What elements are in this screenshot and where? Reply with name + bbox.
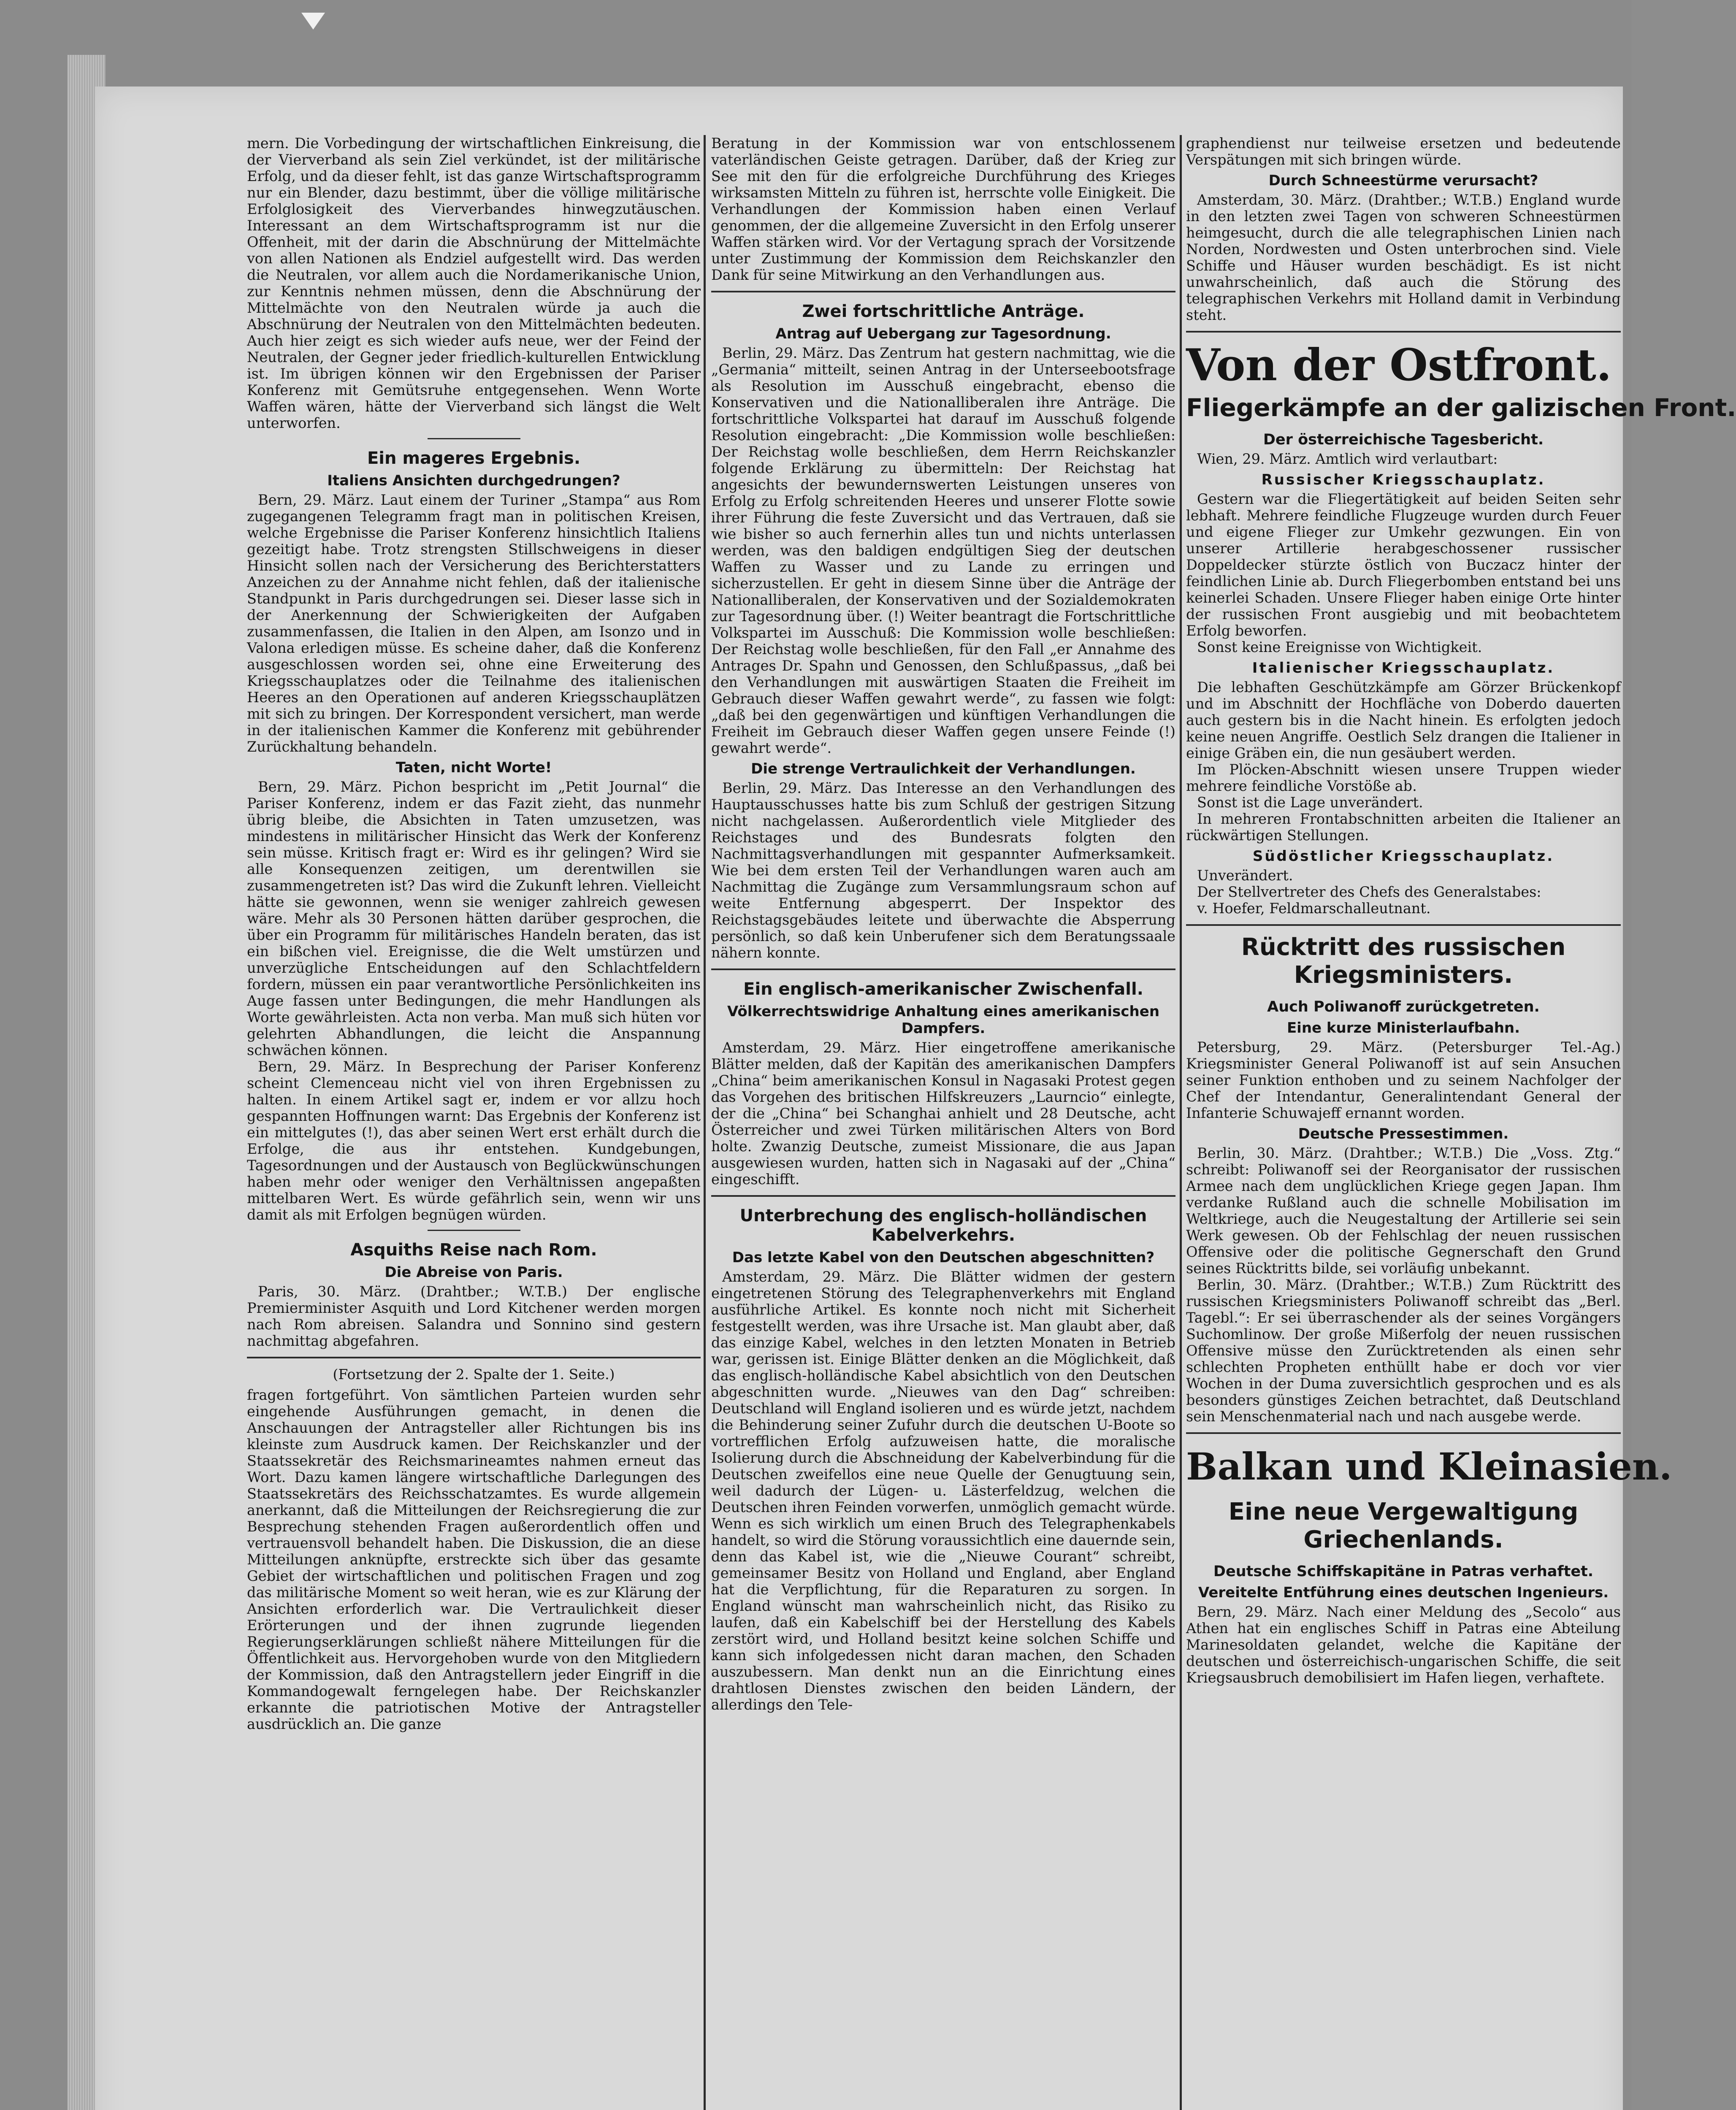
subheadline: Auch Poliwanoff zurückgetreten. [1267, 998, 1540, 1015]
article-text: Gestern war die Fliegertätigkeit auf beiden Seiten sehr lebhaft. Mehrere feindliche Flugzeuge wurden durch Feuer und eigene Flieger zur Umkehr gezwungen. Ein von unserer Artillerie herabgeschossener russischer Doppeldecker stürzte östlich von Buczacz hinter der feindlichen Linie ab. Durch Fliegerbomben entstand bei uns keinerlei Schaden. Unsere Flieger haben einige Orte hinter der russischen Front ausgiebig und mit beobachtetem Erfolg beworfen. [1186, 491, 1621, 639]
article-text: mern. Die Vorbedingung der wirtschaftlichen Einkreisung, die der Vierverband als sein Ziel verkündet, ist der militärische Erfolg, und da dieser fehlt, ist das ganze Wirtschaftsprogramm nur ein Blender, dazu bestimmt, über die völlige militärische Erfolglosigkeit des Vierverbandes hinwegzutäuschen. Interessant an dem Wirtschaftsprogramm ist nur die Offenheit, mit der darin die Abschnürung der Mittelmächte von allen Nationen als Endziel aufgestellt wird. Das werden die Neutralen, vor allem auch die Nordamerikanische Union, zur Kenntnis nehmen müssen, denn die Abschnürung der Mittelmächte von den Neutralen würde ja auch die Abschnürung der Neutralen von den Mittelmächten bedeuten. Auch hier zeigt es sich wieder aufs neue, wer der Feind der Neutralen, der Gegner jeder friedlich-kulturellen Entwicklung ist. Im übrigen können wir den Ergebnissen der Pariser Konferenz mit Gemütsruhe entgegensehen. Wenn Worte Waffen wären, hätte der Vierverband sich längst die Welt unterworfen. [247, 135, 701, 431]
article-text: Berlin, 29. März. Das Zentrum hat gestern nachmittag, wie die „Germania“ mitteilt, seinen Antrag in der Unterseebootsfrage als Resolution im Ausschuß eingebracht, ebenso die Konservativen und die Nationalliberalen ihre Anträge. Die fortschrittliche Volkspartei hat darauf im Ausschuß folgende Resolution eingebracht: „Die Kommission wolle beschließen: Der Reichstag wolle beschließen, dem Herrn Reichskanzler folgende Erklärung zu übermitteln: Der Reichstag hat angesichts der bewundernswerten Leistungen unseres von Erfolg zu Erfolg schreitenden Heeres und unserer Flotte sowie ihrer Führung die feste Zuversicht und das Vertrauen, daß sie wie bisher so auch fernerhin alles tun und nichts unterlassen werden, was den baldigen endgültigen Sieg der deutschen Waffen zu Wasser und zu Lande zu erringen und sicherzustellen. Er geht in diesem Sinne über die Anträge der Nationalliberalen, der Konservativen und der Sozialdemokraten zur Tagesordnung über. (!) Weiter beantragt die Fortschrittliche Volkspartei im Ausschuß: Die Kommission wolle beschließen: Der Reichstag wolle beschließen, für den Fall „er Annahme des Antrages Dr. Spahn und Genossen, den Schlußpassus, „daß bei den Verhandlungen mit auswärtigen Staaten die Freiheit im Gebrauch dieser Waffen gewahrt werde“, zu fassen wie folgt: „daß bei den gegenwärtigen und künftigen Verhandlungen die Freiheit im Gebrauch dieser Waffen gegen unsere Feinde (!) gewahrt werde“. [711, 345, 1175, 756]
section-rule [1186, 331, 1621, 333]
article-text: Amsterdam, 29. März. Hier eingetroffene amerikanische Blätter melden, daß der Kapitän des amerikanischen Dampfers „China“ beim amerikanischen Konsul in Nagasaki Protest gegen das Vorgehen des britischen Hilfskreuzers „Laurncio“ einlegte, der die „China“ bei Schanghai anhielt und 28 Deutsche, acht Österreicher und zwei Türken militärischen Alters von Bord holte. Zwanzig Deutsche, zumeist Missionare, die aus Japan ausgewiesen wurden, hatten sich in Nagasaki auf der „China“ eingeschifft. [711, 1039, 1175, 1188]
section-rule [247, 1357, 701, 1358]
column-right [1186, 135, 1736, 2110]
corner-mark-icon [301, 13, 325, 30]
article-text: Amsterdam, 29. März. Die Blätter widmen der gestern eingetretenen Störung des Telegraphenverkehrs mit England ausführliche Artikel. Es konnte noch nicht mit Sicherheit festgestellt werden, was ihre Ursache ist. Man glaubt aber, daß das einzige Kabel, welches in den letzten Monaten in Betrieb war, gerissen ist. Einige Blätter denken an die Möglichkeit, daß das englisch-holländische Kabel absichtlich von den Deutschen abgeschnitten wurde. „Nieuwes van den Dag“ schreiben: Deutschland will England isolieren und es würde jetzt, nachdem die Behinderung seiner Zufuhr durch die deutschen U-Boote so vortrefflichen Erfolg aufzuweisen hatte, die moralische Isolierung durch die Abschneidung der Kabelverbindung für die Deutschen zweifellos eine neue Quelle der Genugtuung sein, weil dadurch der Lügen- u. Lästerfeldzug, welchen die Deutschen ihren Feinden vorwerfen, unmöglich gemacht würde. Wenn es sich wirklich um einen Bruch des Telegraphenkabels handelt, so wird die Störung voraussichtlich eine dauernde sein, denn das Kabel ist, wie die „Nieuwe Courant“ schreibt, gemeinsamer Besitz von Holland und England, aber England hat die Verpflichtung, für die Reparaturen zu sorgen. In England wünscht man wahrscheinlich nicht, das Risiko zu laufen, daß ein Kabelschiff bei der Herstellung des Kabels zerstört wird, und Holland besitzt keine solchen Schiffe und kann sich infolgedessen nicht daran machen, den Schaden auszubessern. Man denkt nun an die Einrichtung eines drahtlosen Dienstes zwischen den beiden Ländern, der allerdings den Tele- [711, 1269, 1175, 1713]
column-middle [711, 135, 1175, 2110]
headline: Zwei fortschrittliche Anträge. [802, 302, 1085, 321]
signature-line: v. Hoefer, Feldmarschalleutnant. [1197, 900, 1431, 917]
column-divider [1180, 135, 1182, 2110]
article-text: Bern, 29. März. Laut einem der Turiner „Stampa“ aus Rom zugegangenen Telegramm fragt man in politischen Kreisen, welche Ergebnisse die Pariser Konferenz hinsichtlich Italiens gezeitigt habe. Trotz strengsten Stillschweigens in dieser Hinsicht sollen nach der Versicherung des Berichterstatters Anzeichen zu der Annahme nicht fehlen, daß der italienische Standpunkt in Paris durchgedrungen sei. Dieser lasse sich in der Anerkennung der Schwierigkeiten der Aufgaben zusammenfassen, die Italien in den Alpen, am Isonzo und in Valona erledigen müsse. Es scheine daher, daß die Konferenz ausgeschlossen worden sei, ohne eine Erweiterung des Kriegsschauplatzes oder die Teilnahme des italienischen Heeres an den Operationen auf anderen Kriegsschauplätzen mit sich zu bringen. Der Korrespondent versichert, man werde in der italienischen Kammer die Konferenz mit gebührender Zurückhaltung behandeln. [247, 492, 701, 755]
section-banner: Von der Ostfront. [1186, 339, 1612, 391]
section-rule [711, 291, 1175, 292]
article-text: fragen fortgeführt. Von sämtlichen Parteien wurden sehr eingehende Ausführungen gemacht, in denen die Anschauungen der Antragsteller aller Richtungen bis ins kleinste zum Ausdruck kamen. Der Reichskanzler und der Staatssekretär des Reichsmarineamtes nahmen erneut das Wort. Dazu kamen längere wirtschaftliche Darlegungen des Staatssekretärs des Reichsschatzamtes. Es wurde allgemein anerkannt, daß die Mitteilungen der Reichsregierung die zur Besprechung stehenden Fragen außerordentlich offen und vertrauensvoll behandelt haben. Die Diskussion, die an diese Mitteilungen anknüpfte, erstreckte sich über das gesamte Gebiet der wirtschaftlichen und politischen Fragen und zog das militärische Moment so weit heran, wie es zur Klärung der Ansichten erforderlich war. Die Vertraulichkeit dieser Erörterungen und der ihnen zugrunde liegenden Regierungserklärungen schließt nähere Mitteilungen für die Öffentlichkeit aus. Hervorgehoben wurde von den Mitgliedern der Kommission, daß den Antragstellern jeder Eingriff in die Kommandogewalt ferngelegen habe. Der Reichskanzler erkannte die patriotischen Motive der Antragsteller ausdrücklich an. Die ganze [247, 1387, 701, 1732]
section-subbanner: Fliegerkämpfe an der galizischen Front. [1186, 393, 1736, 422]
article-text: Bern, 29. März. Nach einer Meldung des „Secolo“ aus Athen hat ein englisches Schiff in Patras eine Abteilung Marinesoldaten gelandet, welche die Kapitäne der deutschen und österreichisch-ungarischen Schiffe, die seit Kriegsausbruch demobilisiert im Hafen liegen, verhaftete. [1186, 1604, 1621, 1686]
article-text: Petersburg, 29. März. (Petersburger Tel.-Ag.) Kriegsminister General Poliwanoff ist auf sein Ansuchen seiner Funktion enthoben und zu seinem Nachfolger der Chef der Intendantur, Generalintendant General der Infanterie Schuwajeff ernannt worden. [1186, 1039, 1621, 1121]
subheadline: Italienischer Kriegsschauplatz. [1252, 660, 1555, 676]
column-divider [704, 135, 706, 2110]
headline: Der österreichische Tagesbericht. [1263, 431, 1544, 448]
continuation-note: (Fortsetzung der 2. Spalte der 1. Seite.) [333, 1366, 615, 1382]
article-text: graphendienst nur teilweise ersetzen und bedeutende Verspätungen mit sich bringen würde. [1186, 135, 1621, 168]
headline: Ein englisch-amerikanischer Zwischenfall. [743, 979, 1143, 999]
headline: Ein mageres Ergebnis. [367, 449, 581, 468]
headline: Eine neue Vergewaltigung Griechenlands. [1228, 1498, 1579, 1553]
article-text: In mehreren Frontabschnitten arbeiten die Italiener an rückwärtigen Stellungen. [1186, 811, 1621, 844]
subheadline: Die Abreise von Paris. [385, 1264, 563, 1281]
section-rule [428, 438, 520, 439]
headline: Unterbrechung des englisch-holländischen Kabelverkehrs. [739, 1206, 1147, 1245]
section-rule [1186, 924, 1621, 926]
article-text: Im Plöcken-Abschnitt wiesen unsere Truppen wieder mehrere feindliche Vorstöße ab. [1186, 761, 1621, 794]
subheadline: Antrag auf Uebergang zur Tagesordnung. [775, 325, 1111, 342]
subheadline: Die strenge Vertraulichkeit der Verhandlungen. [751, 760, 1136, 777]
article-text: Unverändert. [1197, 867, 1293, 884]
article-text: Berlin, 30. März. (Drahtber.; W.T.B.) Zum Rücktritt des russischen Kriegsministers Poliwanoff schreibt das „Berl. Tagebl.“: Er sei überraschender als der seines Vorgängers Suchomlinow. Der große Mißerfolg der neuen russischen Offensive müsse den Zurücktretenden als einen sehr schlechten Propheten enthüllt habe er doch vor vier Wochen in der Duma zuversichtlich gesprochen und es als besonders günstiges Zeichen betrachtet, daß Deutschland sein Menschenmaterial nach und nach ausgebe werde. [1186, 1277, 1621, 1425]
article-text: Bern, 29. März. In Besprechung der Pariser Konferenz scheint Clemenceau nicht viel von ihren Ergebnissen zu halten. In einem Artikel sagt er, indem er vor allzu hoch gespannten Hoffnungen warnt: Das Ergebnis der Konferenz ist ein mittelgutes (!), das aber seinen Wert erst erhält durch die Erfolge, die aus ihr entstehen. Kundgebungen, Tagesordnungen und der Austausch von Beglückwünschungen haben mehr oder weniger den Verhältnissen angepaßten mittelbaren Wert. Es würde gefährlich sein, wenn wir uns damit als mit Erfolgen begnügen würden. [247, 1058, 701, 1223]
subheadline: Vereitelte Entführung eines deutschen Ingenieurs. [1198, 1584, 1609, 1601]
section-rule [711, 1195, 1175, 1197]
column-left [247, 135, 701, 2110]
subheadline: Deutsche Pressestimmen. [1298, 1125, 1509, 1142]
article-text: Amsterdam, 30. März. (Drahtber.; W.T.B.) England wurde in den letzten zwei Tagen von schweren Schneestürmen heimgesucht, durch die alle telegraphischen Linien nach Norden, Nordwesten und Osten unterbrochen sind. Viele Schiffe und Häuser wurden beschädigt. Es ist nicht unwahrscheinlich, daß auch die Störung des telegraphischen Verkehrs mit Holland damit in Verbindung steht. [1186, 192, 1621, 323]
subheadline: Italiens Ansichten durchgedrungen? [327, 472, 620, 489]
article-text: Die lebhaften Geschützkämpfe am Görzer Brückenkopf und im Abschnitt der Hochfläche von Doberdo dauerten auch gestern bis in die Nacht hinein. Es erfolgten jedoch keine neuen Angriffe. Oestlich Selz drangen die Italiener in einige Gräben ein, die nun gesäubert werden. [1186, 679, 1621, 761]
subheadline: Südöstlicher Kriegsschauplatz. [1252, 848, 1555, 865]
article-text: Sonst ist die Lage unverändert. [1197, 794, 1423, 811]
signature-line: Der Stellvertreter des Chefs des Generalstabes: [1197, 884, 1541, 900]
article-text: Paris, 30. März. (Drahtber.; W.T.B.) Der englische Premierminister Asquith und Lord Kitchener werden morgen nach Rom abreisen. Salandra und Sonnino sind gestern nachmittag abgefahren. [247, 1283, 701, 1349]
subheadline: Russischer Kriegsschauplatz. [1261, 471, 1546, 488]
section-rule [711, 968, 1175, 970]
article-text: Beratung in der Kommission war von entschlossenem vaterländischen Geiste getragen. Darüber, daß der Krieg zur See mit den für die erfolgreiche Durchführung des Krieges wirksamsten Mitteln zu führen ist, herrschte volle Einigkeit. Die Verhandlungen der Kommission haben einen Verlauf genommen, der die allgemeine Zuversicht in den Erfolg unserer Waffen stärken wird. Vor der Vertagung sprach der Vorsitzende unter Zustimmung der Kommission dem Reichskanzler den Dank für seine Mitwirkung an den Verhandlungen aus. [711, 135, 1175, 283]
subheadline: Völkerrechtswidrige Anhaltung eines amerikanischen Dampfers. [727, 1003, 1160, 1037]
subheadline: Das letzte Kabel von den Deutschen abgeschnitten? [732, 1249, 1155, 1266]
headline: Rücktritt des russischen Kriegsministers. [1241, 933, 1566, 989]
subheadline: Deutsche Schiffskapitäne in Patras verhaftet. [1213, 1563, 1594, 1580]
section-banner: Balkan und Kleinasien. [1186, 1445, 1672, 1488]
subheadline: Durch Schneestürme verursacht? [1268, 172, 1538, 189]
article-text: Sonst keine Ereignisse von Wichtigkeit. [1197, 639, 1482, 655]
headline: Asquiths Reise nach Rom. [350, 1240, 597, 1260]
article-text: Wien, 29. März. Amtlich wird verlautbart: [1197, 451, 1498, 467]
section-rule [1186, 1432, 1621, 1434]
article-text: Bern, 29. März. Pichon bespricht im „Petit Journal“ die Pariser Konferenz, indem er das Fazit zieht, das nunmehr übrig bleibe, die Absichten in Taten umzusetzen, was mindestens in militärischer Hinsicht das Werk der Konferenz sein müsse. Kritisch fragt er: Wird es ihr gelingen? Wird sie alle Konsequenzen zeitigen, um derentwillen sie zusammengetreten ist? Das wird die Zukunft lehren. Vielleicht hätte sie gewonnen, wenn sie weniger zahlreich gewesen wäre. Mehr als 30 Personen hätten darüber gesprochen, die über ein Programm für militärisches Handeln beraten, das ist ein bißchen viel. Ereignisse, die die Welt umstürzen und unverzügliche Entscheidungen auf den Schlachtfeldern fordern, müssen ein paar verantwortliche Persönlichkeiten ins Auge fassen unter Bedingungen, die mehr Handlungen als Worte gewährleisten. Acta non verba. Man muß sich hüten vor gelehrten Abhandlungen, die leicht die Anspannung schwächen können. [247, 779, 701, 1058]
subheadline: Eine kurze Ministerlaufbahn. [1286, 1020, 1520, 1036]
article-text: Berlin, 29. März. Das Interesse an den Verhandlungen des Hauptausschusses hatte bis zum Schluß der gestrigen Sitzung nicht nachgelassen. Außerordentlich viele Mitglieder des Reichstages und des Bundesrats folgten den Nachmittagsverhandlungen mit gespannter Aufmerksamkeit. Wie bei dem ersten Teil der Verhandlungen waren auch am Nachmittag die Zugänge zum Versammlungsraum schon auf weite Entfernung abgesperrt. Der Inspektor des Reichstagsgebäudes leitete und überwachte die Absperrung persönlich, so daß kein Unberufener sich dem Beratungssaale nähern konnte. [711, 780, 1175, 961]
section-rule [428, 1230, 520, 1231]
article-text: Berlin, 30. März. (Drahtber.; W.T.B.) Die „Voss. Ztg.“ schreibt: Poliwanoff sei der Reorganisator der russischen Armee nach dem unglücklichen Kriege gegen Japan. Ihm verdanke Rußland auch die schnelle Mobilisation im Weltkriege, auch die Neugestaltung der Artillerie sei sein Werk gewesen. Ob der Fehlschlag der neuen russischen Offensive oder die politische Gegnerschaft den Grund seines Rücktritts bilde, sei vorläufig unbekannt. [1186, 1145, 1621, 1277]
subheadline: Taten, nicht Worte! [395, 759, 552, 776]
